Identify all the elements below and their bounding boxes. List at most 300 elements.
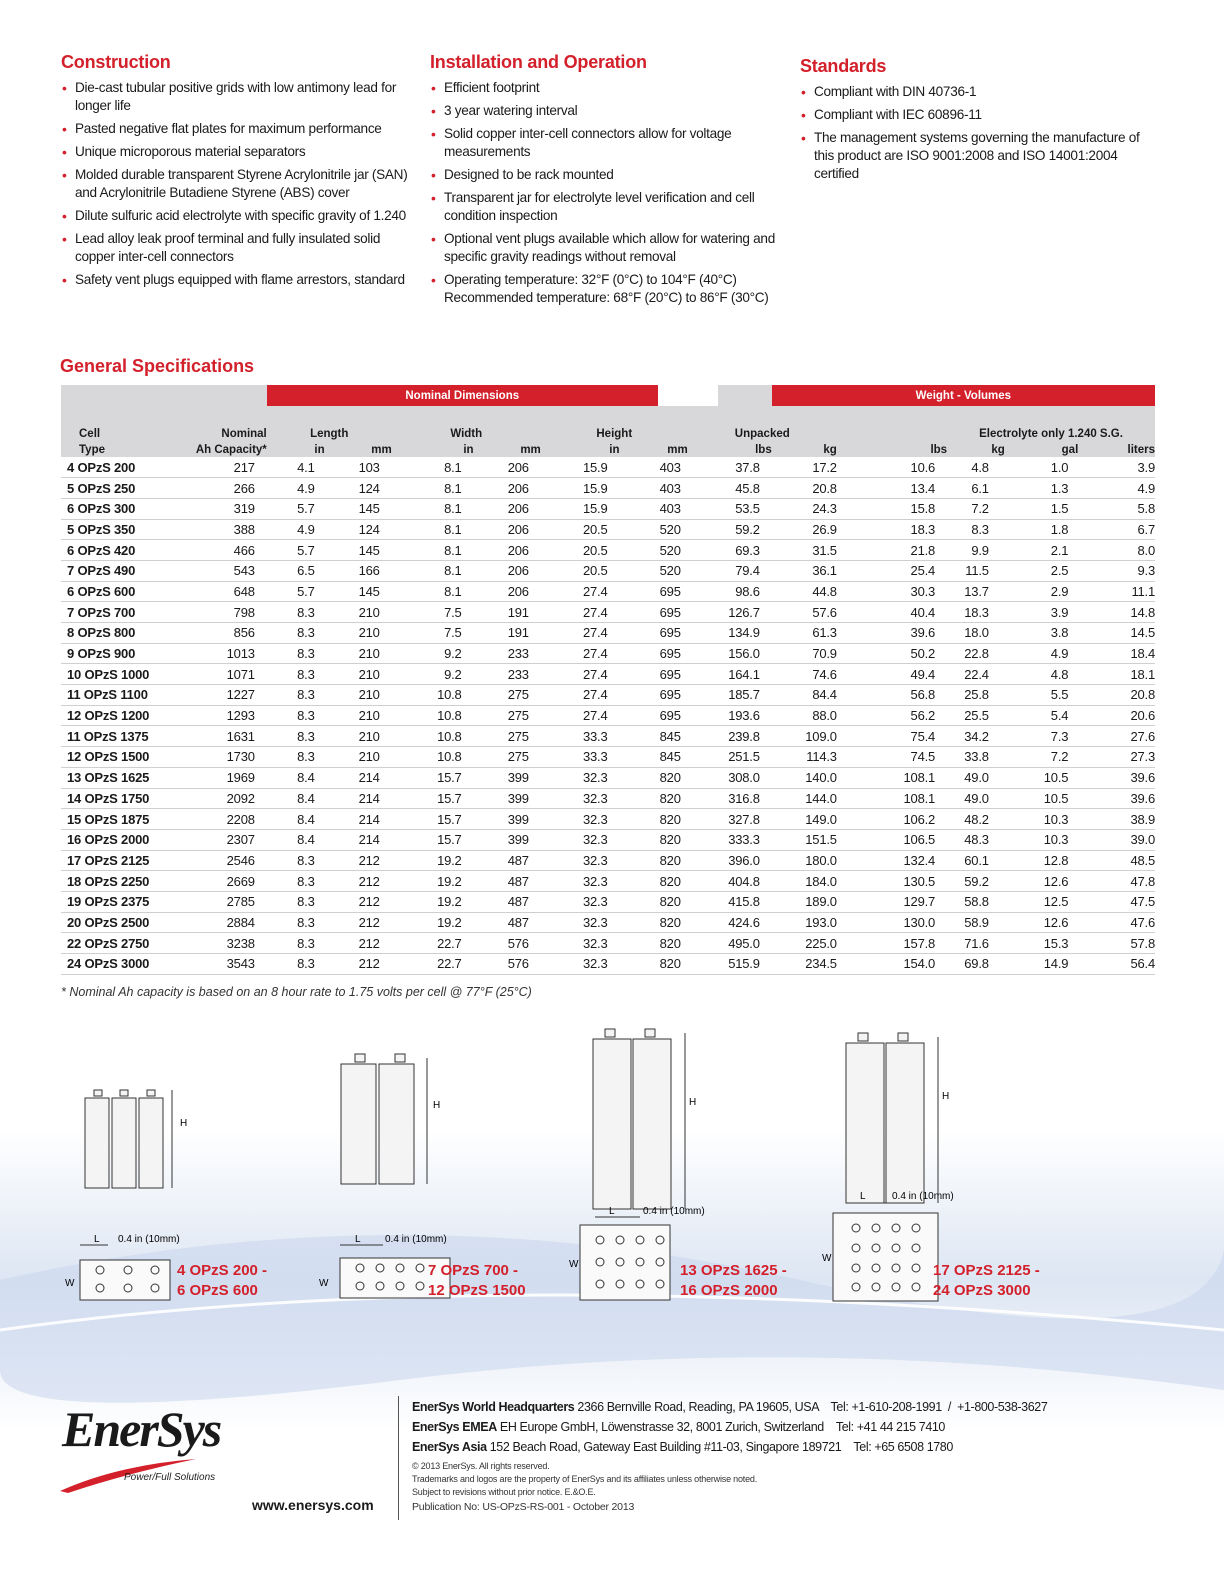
publication-number: Publication No: US-OPzS-RS-001 - October 2013: [412, 1501, 635, 1513]
col-unpacked-lbs: lbs: [688, 441, 772, 457]
table-cell: 3238: [162, 933, 267, 954]
table-cell: 206: [474, 519, 541, 540]
table-row: [61, 726, 1155, 747]
table-cell: 53.5: [688, 498, 772, 519]
table-cell: 48.2: [947, 809, 1005, 830]
table-cell: 145: [327, 581, 392, 602]
cell-type: 5 OPzS 350: [61, 519, 162, 540]
table-cell: 20.8: [772, 478, 837, 499]
table-cell: 8.4: [267, 829, 327, 850]
table-cell: 1071: [162, 664, 267, 685]
table-cell: 15.8: [837, 498, 947, 519]
table-cell: 7.2: [947, 498, 1005, 519]
table-cell: 10.8: [392, 685, 474, 706]
table-cell: 32.3: [541, 829, 620, 850]
table-cell: 22.4: [947, 664, 1005, 685]
table-cell: 5.7: [267, 540, 327, 561]
table-cell: 69.3: [688, 540, 772, 561]
table-row: [61, 829, 1155, 850]
table-cell: 106.5: [837, 829, 947, 850]
model-range-end: 12 OPzS 1500: [428, 1282, 526, 1299]
table-cell: 8.3: [267, 933, 327, 954]
table-cell: 3.9: [1005, 602, 1078, 623]
list-item: • Solid copper inter-cell connectors allow for voltage measurements: [430, 125, 792, 161]
table-cell: 1631: [162, 726, 267, 747]
cell-type: 20 OPzS 2500: [61, 912, 162, 933]
cell-type: 7 OPzS 700: [61, 602, 162, 623]
table-cell: 145: [327, 498, 392, 519]
table-cell: 109.0: [772, 726, 837, 747]
table-cell: 210: [327, 602, 392, 623]
table-cell: 25.4: [837, 560, 947, 581]
table-cell: 487: [474, 850, 541, 871]
table-header-row-1: [61, 406, 1155, 441]
construction-list: [61, 79, 421, 289]
table-cell: 8.3: [267, 705, 327, 726]
cell-type: 22 OPzS 2750: [61, 933, 162, 954]
model-range-start: 13 OPzS 1625 -: [680, 1262, 787, 1279]
table-cell: 184.0: [772, 871, 837, 892]
table-cell: 193.6: [688, 705, 772, 726]
model-range-start: 4 OPzS 200 -: [177, 1262, 268, 1279]
table-cell: 7.5: [392, 602, 474, 623]
cell-type: 4 OPzS 200: [61, 457, 162, 478]
table-cell: 47.8: [1078, 871, 1155, 892]
table-cell: 98.6: [688, 581, 772, 602]
table-cell: 415.8: [688, 891, 772, 912]
model-range-end: 24 OPzS 3000: [933, 1282, 1031, 1299]
cell-type: 7 OPzS 490: [61, 560, 162, 581]
table-row: [61, 809, 1155, 830]
table-cell: 25.5: [947, 705, 1005, 726]
model-label-2: [428, 1261, 526, 1301]
table-cell: 3543: [162, 954, 267, 975]
table-cell: 37.8: [688, 457, 772, 478]
table-cell: 18.3: [947, 602, 1005, 623]
table-cell: 58.9: [947, 912, 1005, 933]
table-cell: 124: [327, 478, 392, 499]
table-cell: 13.7: [947, 581, 1005, 602]
table-cell: 14.5: [1078, 623, 1155, 644]
model-range-end: 16 OPzS 2000: [680, 1282, 778, 1299]
model-label-4: [933, 1261, 1040, 1301]
table-cell: 191: [474, 602, 541, 623]
table-row: [61, 643, 1155, 664]
table-cell: 845: [620, 726, 688, 747]
table-cell: 15.9: [541, 498, 620, 519]
table-cell: 820: [620, 954, 688, 975]
contact-emea: [412, 1420, 945, 1434]
table-cell: 798: [162, 602, 267, 623]
table-cell: 233: [474, 643, 541, 664]
table-cell: 820: [620, 809, 688, 830]
table-cell: 217: [162, 457, 267, 478]
table-cell: 22.7: [392, 954, 474, 975]
table-cell: 32.3: [541, 933, 620, 954]
table-cell: 212: [327, 850, 392, 871]
table-cell: 820: [620, 829, 688, 850]
table-cell: 695: [620, 602, 688, 623]
table-row: [61, 540, 1155, 561]
svg-text:W: W: [65, 1278, 75, 1289]
contact-asia: [412, 1440, 953, 1454]
svg-text:H: H: [689, 1097, 697, 1108]
table-cell: 399: [474, 767, 541, 788]
table-cell: 156.0: [688, 643, 772, 664]
table-cell: 8.1: [392, 478, 474, 499]
cell-type: 15 OPzS 1875: [61, 809, 162, 830]
table-cell: 9.3: [1078, 560, 1155, 581]
table-cell: 33.8: [947, 747, 1005, 768]
table-cell: 60.1: [947, 850, 1005, 871]
table-cell: 24.3: [772, 498, 837, 519]
table-cell: 7.5: [392, 623, 474, 644]
table-cell: 333.3: [688, 829, 772, 850]
table-cell: 12.6: [1005, 871, 1078, 892]
table-cell: 845: [620, 747, 688, 768]
table-cell: 388: [162, 519, 267, 540]
table-cell: 32.3: [541, 788, 620, 809]
table-cell: 8.3: [267, 623, 327, 644]
table-cell: 56.2: [837, 705, 947, 726]
table-cell: 145: [327, 540, 392, 561]
table-cell: 10.5: [1005, 767, 1078, 788]
table-cell: 6.1: [947, 478, 1005, 499]
table-cell: 2.1: [1005, 540, 1078, 561]
svg-text:L: L: [355, 1234, 361, 1245]
table-row: [61, 788, 1155, 809]
table-row: [61, 685, 1155, 706]
table-cell: 695: [620, 685, 688, 706]
table-cell: 316.8: [688, 788, 772, 809]
table-row: [61, 954, 1155, 975]
model-range-start: 17 OPzS 2125 -: [933, 1262, 1040, 1279]
table-cell: 69.8: [947, 954, 1005, 975]
table-cell: 266: [162, 478, 267, 499]
list-item: • Lead alloy leak proof terminal and fully insulated solid copper inter-cell connectors: [61, 230, 421, 266]
table-cell: 18.0: [947, 623, 1005, 644]
table-cell: 543: [162, 560, 267, 581]
contact-hq: [412, 1400, 1047, 1414]
table-cell: 487: [474, 912, 541, 933]
table-cell: 8.3: [267, 891, 327, 912]
table-cell: 212: [327, 871, 392, 892]
table-cell: 275: [474, 747, 541, 768]
table-cell: 44.8: [772, 581, 837, 602]
table-cell: 32.3: [541, 767, 620, 788]
table-cell: 79.4: [688, 560, 772, 581]
legal-trademarks: Trademarks and logos are the property of EnerSys and its affiliates unless otherwise noted.: [412, 1474, 757, 1484]
cell-type: 6 OPzS 600: [61, 581, 162, 602]
table-cell: 18.3: [837, 519, 947, 540]
table-cell: 8.3: [267, 850, 327, 871]
table-cell: 10.3: [1005, 829, 1078, 850]
table-cell: 8.1: [392, 519, 474, 540]
table-cell: 15.9: [541, 457, 620, 478]
table-cell: 32.3: [541, 912, 620, 933]
table-cell: 108.1: [837, 788, 947, 809]
table-cell: 2546: [162, 850, 267, 871]
installation-list: [430, 79, 792, 307]
table-cell: 8.3: [947, 519, 1005, 540]
table-cell: 36.1: [772, 560, 837, 581]
cell-type: 14 OPzS 1750: [61, 788, 162, 809]
general-specs-title: General Specifications: [60, 356, 255, 376]
table-cell: 27.4: [541, 581, 620, 602]
table-cell: 154.0: [837, 954, 947, 975]
gap-label: 0.4 in (10mm): [118, 1234, 180, 1245]
table-row: [61, 747, 1155, 768]
table-cell: 820: [620, 850, 688, 871]
table-cell: 15.9: [541, 478, 620, 499]
weight-volumes-header: Weight - Volumes: [772, 385, 1155, 406]
table-cell: 20.5: [541, 540, 620, 561]
table-cell: 403: [620, 457, 688, 478]
table-cell: 4.8: [947, 457, 1005, 478]
table-cell: 31.5: [772, 540, 837, 561]
col-ah-capacity: Ah Capacity*: [162, 441, 267, 457]
table-cell: 487: [474, 871, 541, 892]
table-cell: 820: [620, 767, 688, 788]
table-cell: 189.0: [772, 891, 837, 912]
cell-type: 11 OPzS 1100: [61, 685, 162, 706]
list-item: • Pasted negative flat plates for maximum performance: [61, 120, 421, 138]
table-cell: 33.3: [541, 747, 620, 768]
table-cell: 26.9: [772, 519, 837, 540]
table-cell: 520: [620, 540, 688, 561]
table-cell: 2884: [162, 912, 267, 933]
svg-text:0.4 in (10mm): 0.4 in (10mm): [385, 1234, 447, 1245]
col-height: Height: [541, 406, 688, 441]
table-group-header: [61, 385, 1155, 406]
table-cell: 2.5: [1005, 560, 1078, 581]
table-cell: 27.4: [541, 705, 620, 726]
table-cell: 134.9: [688, 623, 772, 644]
table-cell: 9.2: [392, 664, 474, 685]
model-range-start: 7 OPzS 700 -: [428, 1262, 519, 1279]
table-cell: 3.8: [1005, 623, 1078, 644]
table-cell: 820: [620, 891, 688, 912]
table-cell: 50.2: [837, 643, 947, 664]
table-cell: 8.1: [392, 540, 474, 561]
table-cell: 210: [327, 705, 392, 726]
table-cell: 251.5: [688, 747, 772, 768]
table-cell: 193.0: [772, 912, 837, 933]
footer-divider: [398, 1396, 399, 1520]
table-cell: 3.9: [1078, 457, 1155, 478]
table-cell: 4.8: [1005, 664, 1078, 685]
table-cell: 234.5: [772, 954, 837, 975]
table-cell: 1.3: [1005, 478, 1078, 499]
table-row: [61, 871, 1155, 892]
table-cell: 212: [327, 954, 392, 975]
installation-title: Installation and Operation: [430, 52, 647, 72]
table-cell: 19.2: [392, 912, 474, 933]
table-cell: 22.7: [392, 933, 474, 954]
table-cell: 27.4: [541, 602, 620, 623]
table-cell: 275: [474, 726, 541, 747]
table-cell: 57.6: [772, 602, 837, 623]
table-cell: 48.5: [1078, 850, 1155, 871]
table-cell: 27.4: [541, 664, 620, 685]
table-cell: 8.3: [267, 726, 327, 747]
list-item: • Molded durable transparent Styrene Acrylonitrile jar (SAN) and Acrylonitrile Butadiene Styrene (ABS) cover: [61, 166, 421, 202]
table-cell: 820: [620, 871, 688, 892]
table-cell: 2307: [162, 829, 267, 850]
table-row: [61, 623, 1155, 644]
table-cell: 130.0: [837, 912, 947, 933]
cell-type: 18 OPzS 2250: [61, 871, 162, 892]
table-row: [61, 891, 1155, 912]
table-cell: 10.5: [1005, 788, 1078, 809]
table-cell: 214: [327, 788, 392, 809]
table-cell: 164.1: [688, 664, 772, 685]
table-cell: 39.6: [837, 623, 947, 644]
col-electrolyte-kg: kg: [947, 441, 1005, 457]
col-liters: liters: [1078, 441, 1155, 457]
cell-type: 6 OPzS 420: [61, 540, 162, 561]
spec-table: [61, 385, 1155, 975]
table-cell: 4.9: [267, 519, 327, 540]
table-cell: 11.5: [947, 560, 1005, 581]
col-height-in: in: [541, 441, 620, 457]
table-cell: 576: [474, 933, 541, 954]
table-cell: 695: [620, 643, 688, 664]
svg-text:L: L: [609, 1206, 615, 1217]
table-cell: 8.3: [267, 602, 327, 623]
col-electrolyte-gal: gal: [1005, 441, 1078, 457]
table-cell: 327.8: [688, 809, 772, 830]
table-cell: 214: [327, 829, 392, 850]
table-cell: 7.3: [1005, 726, 1078, 747]
svg-text:0.4 in (10mm): 0.4 in (10mm): [892, 1191, 954, 1202]
table-cell: 495.0: [688, 933, 772, 954]
table-cell: 8.3: [267, 747, 327, 768]
table-cell: 58.8: [947, 891, 1005, 912]
col-electrolyte: Electrolyte only 1.240 S.G.: [947, 406, 1155, 441]
table-cell: 8.1: [392, 581, 474, 602]
table-cell: 576: [474, 954, 541, 975]
table-cell: 103: [327, 457, 392, 478]
table-row: [61, 767, 1155, 788]
table-cell: 520: [620, 560, 688, 581]
table-cell: 206: [474, 457, 541, 478]
cell-type: 12 OPzS 1200: [61, 705, 162, 726]
table-cell: 56.8: [837, 685, 947, 706]
table-cell: 40.4: [837, 602, 947, 623]
table-cell: 108.1: [837, 767, 947, 788]
model-label-3: [680, 1261, 787, 1301]
table-cell: 695: [620, 623, 688, 644]
table-cell: 8.3: [267, 954, 327, 975]
table-cell: 8.3: [267, 685, 327, 706]
table-cell: 47.6: [1078, 912, 1155, 933]
cell-type: 17 OPzS 2125: [61, 850, 162, 871]
table-cell: 1227: [162, 685, 267, 706]
col-length: Length: [267, 406, 392, 441]
cell-type: 9 OPzS 900: [61, 643, 162, 664]
table-row: [61, 457, 1155, 478]
table-cell: 206: [474, 560, 541, 581]
construction-section: [61, 52, 421, 294]
table-cell: 8.3: [267, 643, 327, 664]
table-cell: 212: [327, 933, 392, 954]
table-cell: 6.5: [267, 560, 327, 581]
table-cell: 27.4: [541, 643, 620, 664]
svg-text:W: W: [822, 1253, 832, 1264]
table-cell: 114.3: [772, 747, 837, 768]
cell-type: 8 OPzS 800: [61, 623, 162, 644]
table-cell: 206: [474, 478, 541, 499]
table-cell: 225.0: [772, 933, 837, 954]
table-cell: 13.4: [837, 478, 947, 499]
table-cell: 157.8: [837, 933, 947, 954]
table-row: [61, 478, 1155, 499]
table-cell: 8.3: [267, 912, 327, 933]
table-cell: 74.5: [837, 747, 947, 768]
table-cell: 9.2: [392, 643, 474, 664]
table-cell: 38.9: [1078, 809, 1155, 830]
table-cell: 466: [162, 540, 267, 561]
cell-type: 5 OPzS 250: [61, 478, 162, 499]
table-cell: 22.8: [947, 643, 1005, 664]
table-cell: 39.6: [1078, 767, 1155, 788]
table-cell: 27.6: [1078, 726, 1155, 747]
table-cell: 8.4: [267, 788, 327, 809]
table-cell: 20.8: [1078, 685, 1155, 706]
contact-name: EnerSys World Headquarters: [412, 1400, 575, 1414]
table-row: [61, 664, 1155, 685]
table-cell: 210: [327, 664, 392, 685]
table-cell: 648: [162, 581, 267, 602]
table-cell: 84.4: [772, 685, 837, 706]
website-link[interactable]: www.enersys.com: [252, 1497, 374, 1513]
table-cell: 185.7: [688, 685, 772, 706]
table-cell: 21.8: [837, 540, 947, 561]
table-cell: 2208: [162, 809, 267, 830]
table-cell: 487: [474, 891, 541, 912]
table-cell: 399: [474, 829, 541, 850]
svg-text:H: H: [433, 1100, 441, 1111]
table-cell: 17.2: [772, 457, 837, 478]
table-cell: 275: [474, 685, 541, 706]
cell-type: 6 OPzS 300: [61, 498, 162, 519]
table-cell: 1293: [162, 705, 267, 726]
table-cell: 206: [474, 581, 541, 602]
list-item: • Operating temperature: 32°F (0°C) to 104°F (40°C) Recommended temperature: 68°F (20°C) to 86°F (30°C): [430, 271, 792, 307]
contact-name: EnerSys EMEA: [412, 1420, 497, 1434]
table-header-row-2: [61, 441, 1155, 457]
table-cell: 10.6: [837, 457, 947, 478]
table-cell: 27.4: [541, 685, 620, 706]
cell-type: 16 OPzS 2000: [61, 829, 162, 850]
table-cell: 4.9: [1078, 478, 1155, 499]
table-cell: 210: [327, 623, 392, 644]
table-cell: 2.9: [1005, 581, 1078, 602]
table-cell: 19.2: [392, 891, 474, 912]
list-item: • Dilute sulfuric acid electrolyte with specific gravity of 1.240: [61, 207, 421, 225]
svg-text:L: L: [860, 1191, 866, 1202]
col-length-in: in: [267, 441, 327, 457]
table-row: [61, 850, 1155, 871]
table-cell: 820: [620, 788, 688, 809]
table-cell: 144.0: [772, 788, 837, 809]
col-type: Type: [61, 441, 162, 457]
table-cell: 1.5: [1005, 498, 1078, 519]
table-cell: 5.7: [267, 581, 327, 602]
legal-revisions: Subject to revisions without prior notice. E.&O.E.: [412, 1487, 596, 1497]
table-cell: 8.3: [267, 871, 327, 892]
